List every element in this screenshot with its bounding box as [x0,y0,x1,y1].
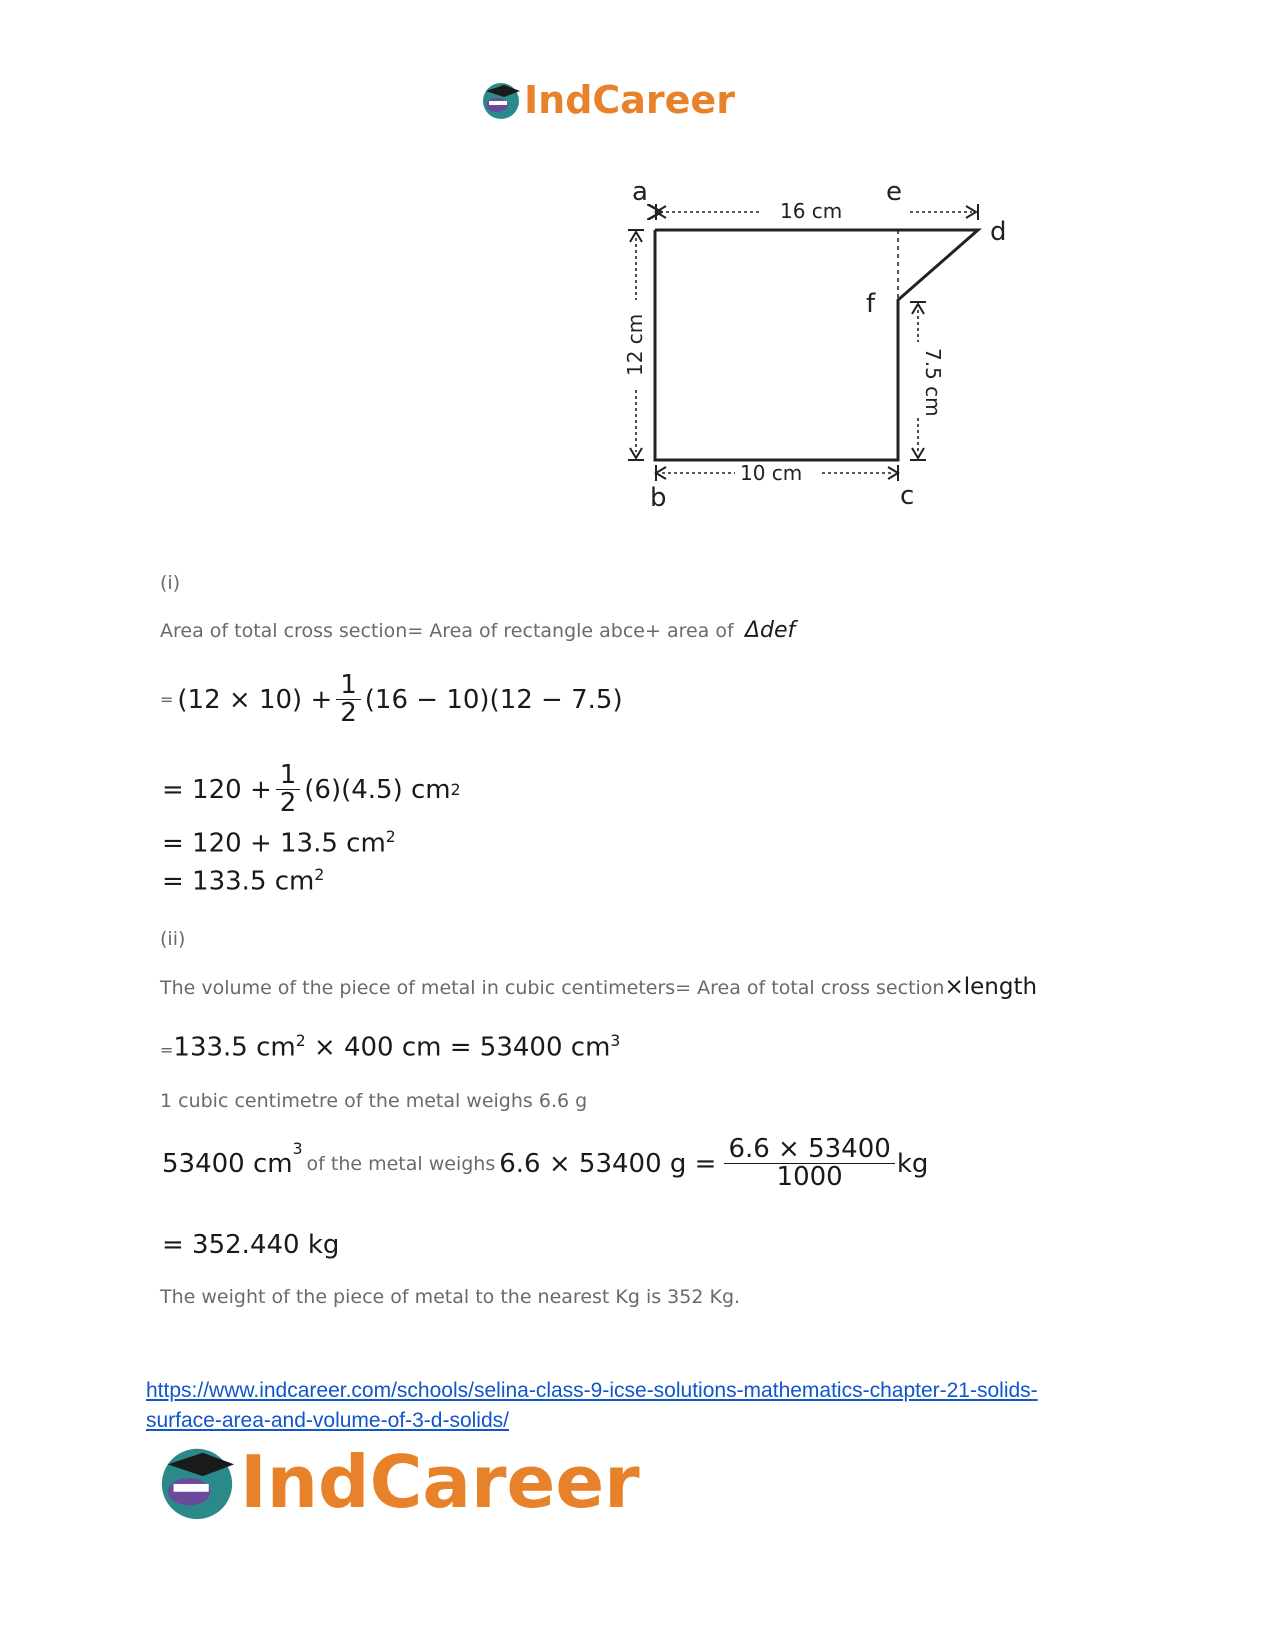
label-a: a [632,177,648,207]
part2-eq3: = 352.440 kg [162,1230,340,1260]
part2-eq1: =133.5 $cm^2 \times 400$ cm = 53400 $cm^3$ [160,1032,621,1063]
graduation-cap-icon [156,1441,238,1523]
part2-conclusion: The weight of the piece of metal to the nearest Kg is 352 Kg. [160,1286,741,1308]
footer-logo [156,1440,640,1524]
shape-outline [655,230,978,460]
part2-line2: 1 cubic centimetre of the metal weighs 6.6 g [160,1090,588,1112]
label-e: e [886,177,902,207]
part1-intro [160,618,795,643]
half-fraction-2: $\frac{1}{2}$ [276,762,301,818]
dim-right: 7.5 cm [921,348,945,417]
part2-intro-suffix: ×length [944,974,1038,1000]
part1-eq2-a: = 120 + [162,774,272,805]
part1-label: (i) [160,572,181,594]
source-link-line2[interactable]: surface-area-and-volume-of-3-d-solids/ [146,1409,509,1432]
part2-label: (ii) [160,928,186,950]
label-f: f [866,289,876,319]
part1-eq1-b: (16 − 10)(12 − 7.5) [364,684,623,715]
part1-intro-text: Area of total cross section= Area of rectangle abce+ area of [160,620,734,642]
part1-eq2-b: (6)(4.5) cm [304,774,451,805]
logo-text: IndCareer [524,78,735,122]
header-logo [480,78,735,122]
part1-eq4: = 133.5 $cm^2$ [162,866,325,897]
part2-intro-text: The volume of the piece of metal in cubic centimeters= Area of total cross section [160,977,945,999]
part1-eq2: = 120 + $\frac{1}{2}$ (6)(4.5) cm 2 [162,760,461,819]
part1-eq3: = 120 + 13.5 $cm^2$ [162,828,396,859]
logo-text-large: IndCareer [240,1440,640,1524]
label-d: d [990,217,1007,247]
part1-eq1: = (12 × 10) + $\frac{1}{2}$ (16 − 10)(12 − 7.5) [160,670,623,729]
dim-top: 16 cm [780,199,843,223]
cross-section-diagram [600,170,1040,520]
weight-fraction: $\frac{6.6 \times 53400}{1000}$ [724,1136,894,1192]
dim-left: 12 cm [623,313,647,376]
half-fraction: $\frac{1}{2}$ [336,672,361,728]
label-c: c [900,481,915,511]
delta-def-symbol: Δdef [744,618,796,643]
part2-eq2: 53400 cm $^3$ of the metal weighs 6.6 × 53400 g = $\frac{6.6 \times 53400}{1000}$ kg [162,1134,929,1193]
label-b: b [650,483,667,513]
dim-bottom: 10 cm [740,461,803,485]
source-link-line1[interactable]: https://www.indcareer.com/schools/selina-class-9-icse-solutions-mathematics-chapter-21-solids- [146,1379,1038,1402]
part2-intro [160,974,1037,1000]
graduation-cap-icon [480,79,522,121]
source-link[interactable] [146,1376,1038,1436]
part1-eq1-a: (12 × 10) + [177,684,333,715]
